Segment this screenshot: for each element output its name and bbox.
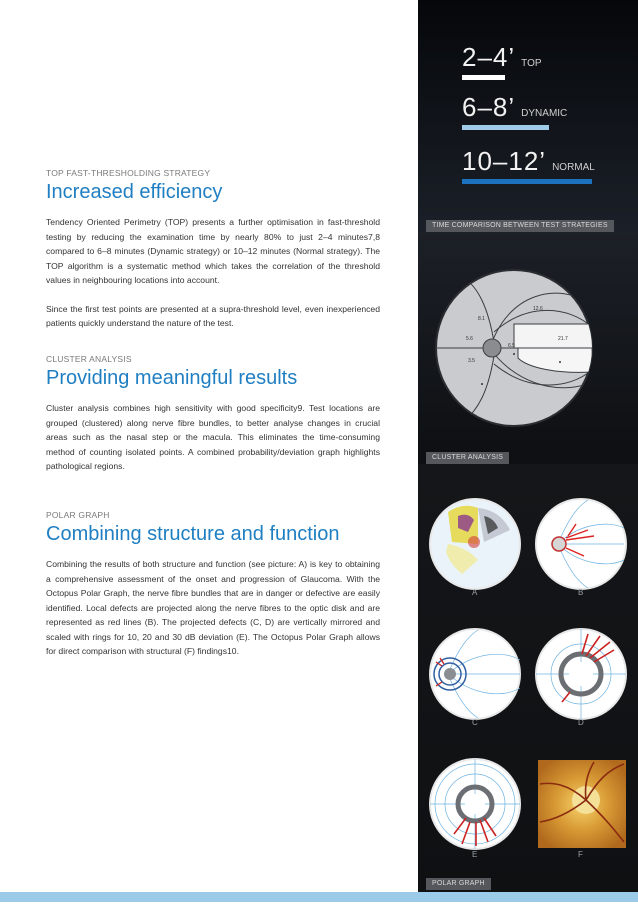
cluster-value: 3.5 [468,358,475,364]
section-top-strategy [46,168,380,345]
section-cluster-analysis [46,354,380,488]
polar-graph-figures [418,464,638,902]
polar-graph-panel [418,464,638,902]
cluster-analysis-panel [418,232,638,464]
time-value: 10–12’ [462,146,547,176]
section-kicker: POLAR GRAPH [46,510,110,520]
time-row-dynamic [462,92,567,123]
time-row-top [462,42,542,73]
figure-caption: POLAR GRAPH [426,878,491,890]
footer-bar [0,892,638,902]
polar-graph-a [430,499,520,589]
paragraph: Since the first test points are presented at a supra-threshold level, even inexperienced patients quickly understand the nature of the test. [46,303,380,328]
polar-graph-b [536,499,626,589]
polar-label: C [472,718,478,727]
polar-label: A [472,588,478,597]
time-label: TOP [521,58,542,69]
section-kicker: CLUSTER ANALYSIS [46,354,132,364]
section-polar-graph [46,510,380,673]
cluster-value: 21.7 [558,336,568,342]
polar-label: E [472,850,478,859]
polar-graph-e [430,759,520,849]
figure-column [418,0,638,902]
time-value: 6–8’ [462,92,516,122]
cluster-diagram [418,232,638,464]
section-title: Combining structure and function [46,523,340,545]
cluster-value: 6.5 [508,343,515,349]
time-bar-normal [462,179,592,184]
paragraph: Tendency Oriented Perimetry (TOP) presents a further optimisation in fast-threshold testing by reducing the examination time by nearly 80% to just 2–4 minutes7,8 compared to 6–8 minutes (Dynamic strategy) or 10–12 minutes (Normal strategy). The TOP algorithm is a systematic method which takes the correlation of the threshold values in neighbouring locations into account. [46,217,380,285]
time-comparison-panel [418,0,638,232]
section-kicker: TOP FAST-THRESHOLDING STRATEGY [46,168,211,178]
cluster-value: 8.1 [478,316,485,322]
polar-label: B [578,588,584,597]
cluster-value: 12.6 [533,306,543,312]
time-bar-top [462,75,505,80]
time-bar-dynamic [462,125,549,130]
polar-graph-d [536,629,626,719]
time-label: NORMAL [552,162,595,173]
cluster-value: 5.6 [466,336,473,342]
time-row-normal [462,146,595,177]
paragraph: Cluster analysis combines high sensitivity with good specificity9. Test locations are grouped (clustered) along nerve fibre bundles, to better analyse changes in crucial areas such as the nasal step or the macula. This eliminates the time-consuming method of counting isolated points. A combined probability/deviation graph highlights pathological regions. [46,403,380,471]
time-label: DYNAMIC [521,108,568,119]
section-title: Increased efficiency [46,181,223,203]
time-value: 2–4’ [462,42,516,72]
polar-label: D [578,718,584,727]
section-title: Providing meaningful results [46,367,298,389]
polar-graph-f [538,760,626,848]
paragraph: Combining the results of both structure and function (see picture: A) is key to obtaining a comprehensive assessment of the onset and progression of Glaucoma. With the Octopus Polar Graph, the nerve fibre bundles that are in danger or defective are easily identified. Local defects are projected along the nerve fibres to the optic disk and are represented as red lines (B). The projected defects (C, D) are vertically mirrored and scaled with rings for 10, 20 and 30 dB deviation (E). The Octopus Polar Graph allows for direct comparison with structural (F) findings10. [46,559,380,656]
figure-caption: CLUSTER ANALYSIS [426,452,509,464]
polar-graph-c [430,629,520,719]
polar-label: F [578,850,583,859]
figure-caption: TIME COMPARISON BETWEEN TEST STRATEGIES [426,220,614,232]
